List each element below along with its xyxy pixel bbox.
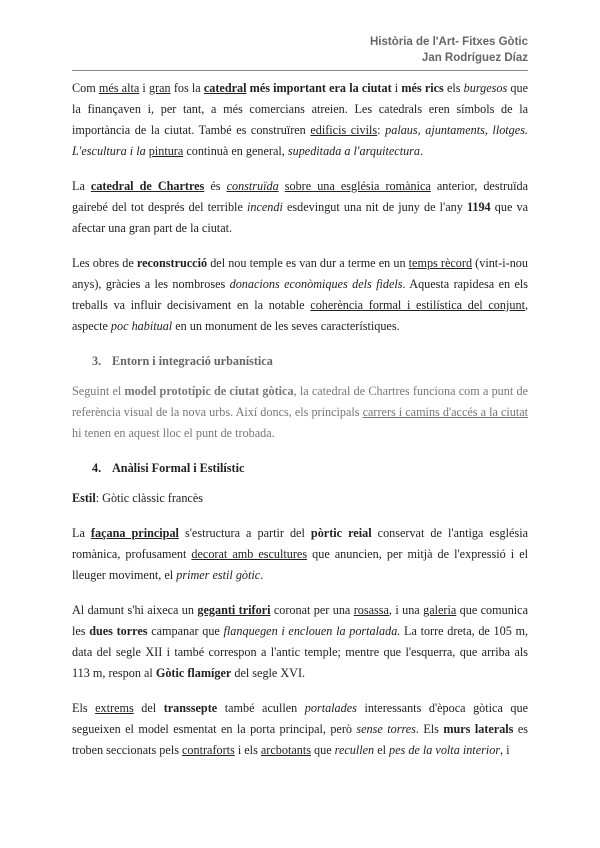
text: façana principal [90,526,179,540]
text: 1194 [466,200,491,214]
text: anterior, destruïda gairebé del tot després del terrible [72,179,529,214]
paragraph-4 [72,381,528,444]
paragraph-8 [72,698,528,761]
text: burgesos [463,81,508,95]
section-heading-3 [92,351,528,371]
text: galeria [423,603,457,617]
text: : [377,123,386,137]
paragraph-3 [72,253,528,337]
text: i els [234,743,261,757]
text: primer estil gòtic [176,568,261,582]
text: . [420,144,424,158]
text: supeditada a l'arquitectura [287,144,421,158]
section-number: 3. [92,354,102,368]
text: decorat amb escultures [191,547,308,561]
text: . Els [415,722,444,736]
text: que la finançaven i, per tant, a més comercians atreien. Les catedrals eren símbols de la importància de la ciutat. També es construïren [72,81,528,137]
text: (vint-i-nou anys), gràcies a les nombroses [72,256,528,291]
text: flanquegen i enclouen la portalada. [223,624,401,638]
text: , i una [388,603,424,617]
text: . [260,568,264,582]
text: també acullen [217,701,305,715]
text: arcbotants [260,743,311,757]
text: pintura [148,144,184,158]
text: coherència formal i estilística del conjunt [310,298,525,312]
text: carrers i camins d'accés a la ciutat [362,405,528,419]
text: pòrtic reial [310,526,372,540]
text: que anuncien, per mitjà de l'expressió i el lleuger moviment, el [72,547,528,582]
text: que comunica les [72,603,529,638]
text: més rics [401,81,444,95]
text: incendi [246,200,283,214]
section-heading-4 [92,458,528,478]
text: del segle XVI. [231,666,306,680]
text: : Gòtic clàssic francès [95,491,203,505]
text: model prototípic de ciutat gòtica [124,384,294,398]
text: donacions econòmiques dels fidels [229,277,403,291]
document-body [72,78,528,775]
text: palaus, ajuntaments, llotges. L'escultura i la [72,123,528,158]
text: , aspecte [72,298,528,333]
text: dues torres [89,624,148,638]
text: Els [72,701,96,715]
section-title: Anàlisi Formal i Estilístic [112,461,245,475]
header-title: Història de l'Art- Fitxes Gòtic [369,36,528,48]
text: poc habitual [110,319,173,333]
text: sense torres [356,722,416,736]
text: gran [149,81,171,95]
text: La [72,179,91,193]
section-number: 4. [92,461,102,475]
text: els [443,81,464,95]
text: que va afectar una gran part de la ciutat. [72,200,528,235]
text: temps rècord [408,256,473,270]
text: Com [72,81,99,95]
paragraph-2 [72,176,528,239]
text: continuà en general, [183,144,288,158]
text: el [374,743,390,757]
text: geganti trifori [197,603,271,617]
text: Estil [72,491,96,505]
paragraph-6 [72,523,528,586]
paragraph-7 [72,600,528,684]
text: s'estructura a partir del [178,526,311,540]
text: pes de la volta interior [389,743,501,757]
text: més alta [98,81,140,95]
text: i [139,81,149,95]
text: es troben seccionats pels [72,722,528,757]
page-header [370,34,528,66]
text: transsepte [163,701,218,715]
text: del nou temple es van dur a terme en un [207,256,409,270]
text: Al damunt s'hi aixeca un [72,603,198,617]
text: Les obres de [72,256,137,270]
text: del [133,701,164,715]
text: hi tenen en aquest lloc el punt de trobada. [72,426,275,440]
text: catedral de Chartres [90,179,205,193]
section-title: Entorn i integració urbanística [112,354,273,368]
text: contraforts [182,743,235,757]
paragraph-5 [72,488,528,509]
text: catedral [203,81,247,95]
text: fos la [170,81,204,95]
text: Seguint el [72,384,125,398]
text: Gòtic flamíger [155,666,232,680]
text: és [204,179,227,193]
text: construïda [226,179,279,193]
text: en un monument de les seves característiques. [172,319,400,333]
text: murs laterals [443,722,514,736]
text: recullen [334,743,375,757]
text: La [72,526,91,540]
text: edificis civils [310,123,378,137]
text: . Aquesta rapidesa en els treballs va influir decisivament en la notable [72,277,528,312]
text: campanar que [147,624,224,638]
text: rosassa [353,603,389,617]
text: portalades [304,701,357,715]
paragraph-1 [72,78,528,162]
text: La torre dreta, de 105 m, data del segle XII i també correspon a l'antic temple; mentre que l'esquerra, que arriba als 113 m, respon al [72,624,528,680]
text: que [310,743,335,757]
header-author: Jan Rodríguez Díaz [421,52,528,64]
text: , i [500,743,510,757]
text: sobre una església romànica [284,179,431,193]
text: i [391,81,402,95]
text: interessants d'època gòtica que segueixen el model esmentat en la porta principal, però [72,701,529,736]
text: més important era la ciutat [249,81,392,95]
text: esdevingut una nit de juny de l'any [282,200,467,214]
text: , la catedral de Chartres funciona com a punt de referència visual de la nova urbs. Així doncs, els principals [72,384,528,419]
text: extrems [95,701,134,715]
text: coronat per una [270,603,354,617]
text: reconstrucció [136,256,208,270]
text: conservat de l'antiga església romànica, profusament [72,526,528,561]
header-divider [72,70,528,71]
